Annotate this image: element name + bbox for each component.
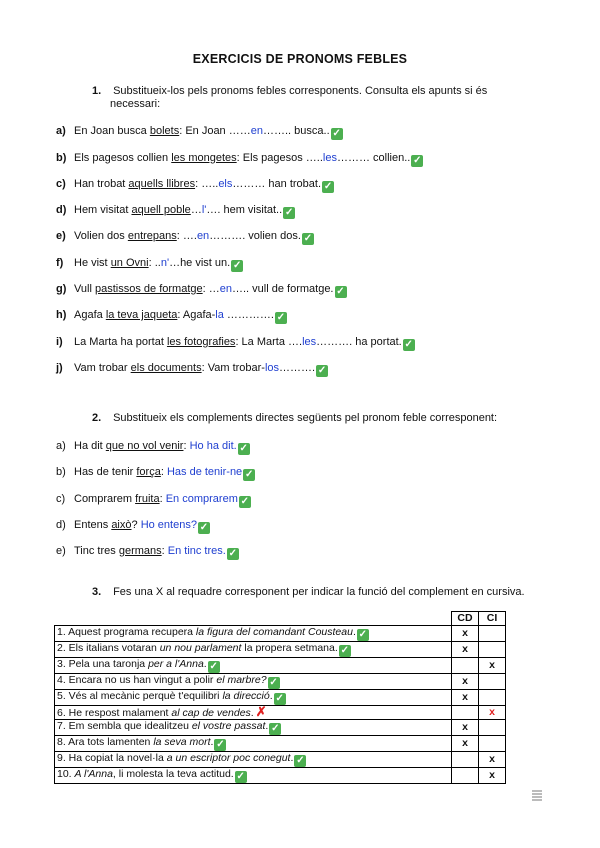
underlined-complement: germans (118, 545, 162, 557)
page-title: EXERCICIS DE PRONOMS FEBLES (192, 52, 408, 66)
underlined-complement: que no vol venir (105, 440, 184, 452)
sentence-start: 9. Ha copiat la novel·la (57, 751, 167, 764)
check-mark-icon: ✓ (209, 660, 218, 672)
item-letter: c) (56, 178, 66, 190)
row-sentence (55, 657, 452, 673)
row-sentence (55, 673, 452, 689)
item-rest: ………. (279, 362, 316, 374)
check-mark-icon: ✓ (323, 181, 333, 192)
item-separator: : (161, 545, 168, 557)
answer-text[interactable]: En tinc tres. (167, 545, 226, 557)
table-row (55, 625, 506, 641)
ex2-item (56, 439, 250, 453)
item-sentence: Agafa (74, 309, 106, 321)
row-sentence (55, 625, 452, 641)
underlined-complement: bolets (149, 125, 180, 137)
item-sentence: Han trobat (74, 178, 129, 190)
ex1-item (56, 151, 423, 165)
cd-cell[interactable]: x (452, 673, 479, 689)
header-cd: CD (452, 612, 479, 626)
check-mark-icon: ✓ (358, 628, 368, 640)
item-letter: h) (56, 309, 67, 321)
item-letter: d) (56, 519, 66, 531)
item-sentence: Volien dos (74, 230, 128, 242)
answer-pronoun[interactable]: els (218, 178, 233, 190)
sentence-end: . (265, 719, 269, 732)
item-rest: ….. vull de formatge. (232, 283, 334, 295)
item-letter: d) (56, 204, 67, 216)
sentence-start: 10. (57, 767, 75, 780)
item-sentence: Hem visitat (74, 204, 132, 216)
table-row (55, 767, 506, 783)
item-dots: : …. (176, 230, 197, 242)
italic-complement: a un escriptor poc conegut (166, 751, 291, 764)
check-mark-icon: ✓ (284, 207, 294, 218)
italic-complement: A l'Anna (74, 767, 113, 780)
check-mark-icon: ✓ (271, 722, 280, 734)
table-row (55, 689, 506, 705)
item-sentence: Has de tenir (74, 466, 137, 478)
answer-pronoun[interactable]: les (322, 152, 337, 164)
underlined-complement: els documents (130, 362, 202, 374)
ex1-item (56, 229, 314, 243)
answer-pronoun[interactable]: en (250, 125, 263, 137)
row-sentence (55, 641, 452, 657)
ex3-instruction (92, 586, 525, 599)
item-rest: …………. (223, 309, 274, 321)
row-sentence (55, 705, 452, 719)
item-letter: a) (56, 125, 66, 137)
check-mark-icon: ✓ (239, 443, 248, 454)
item-letter: e) (56, 230, 66, 242)
ci-cell[interactable] (479, 735, 506, 751)
item-letter: c) (56, 493, 66, 505)
table-row (55, 719, 506, 735)
sentence-end: , li molesta la teva actitud. (112, 767, 234, 780)
item-sentence: Vam trobar (74, 362, 131, 374)
item-dots: : .. (148, 257, 161, 269)
answer-pronoun[interactable]: l' (201, 204, 207, 216)
ex2-item (56, 465, 255, 479)
item-letter: i) (56, 336, 63, 348)
cd-cell[interactable]: x (452, 641, 479, 657)
sentence-start: 8. Ara tots lamenten (57, 735, 154, 748)
item-dots: : … (202, 283, 220, 295)
cross-mark-icon: ✗ (255, 703, 267, 719)
sentence-start: 7. Em sembla que idealitzeu (57, 719, 192, 732)
underlined-complement: pastissos de formatge (95, 283, 203, 295)
answer-text[interactable]: Has de tenir-ne (166, 466, 243, 478)
cd-cell[interactable]: x (452, 689, 479, 705)
item-separator: : (159, 493, 166, 505)
underlined-complement: la teva jaqueta (105, 309, 178, 321)
underlined-complement: força (136, 466, 161, 478)
item-sentence: La Marta ha portat (74, 336, 167, 348)
ex1-item (56, 124, 343, 138)
answer-text[interactable]: En comprarem (165, 493, 238, 505)
check-mark-icon: ✓ (199, 522, 209, 533)
table-row (55, 751, 506, 767)
ex2-instruction-text: Substitueix els complements directes següents pel pronom feble corresponent: (113, 412, 498, 424)
italic-complement: al cap de vendes (171, 706, 251, 719)
underlined-complement: les mongetes (171, 152, 237, 164)
answer-text[interactable]: Ho entens? (140, 519, 197, 531)
italic-complement: el vostre passat (191, 719, 266, 732)
item-dots: : En Joan …… (179, 125, 251, 137)
ci-cell[interactable]: x (479, 751, 506, 767)
page-corner-icon (532, 790, 542, 802)
item-letter: g) (56, 283, 67, 295)
sentence-end: . (290, 751, 294, 764)
check-mark-icon: ✓ (236, 770, 245, 782)
ex1-instruction-line1: Substitueix-los pels pronoms febles corresponents. Consulta els apunts si és (113, 85, 488, 97)
item-dots: : Vam trobar- (201, 362, 265, 374)
item-rest: ……… collien.. (336, 152, 411, 164)
answer-text[interactable]: Ho ha dit. (189, 440, 237, 452)
answer-pronoun[interactable]: en (196, 230, 210, 242)
check-mark-icon: ✓ (240, 496, 250, 507)
check-mark-icon: ✓ (336, 286, 345, 297)
item-rest: ………. ha portat. (316, 336, 402, 348)
item-rest: ………. volien dos. (209, 230, 301, 242)
item-sentence: Els pagesos collien (74, 152, 172, 164)
ci-cell[interactable]: x (479, 657, 506, 673)
ci-cell[interactable] (479, 719, 506, 735)
ex1-item (56, 203, 295, 217)
ex1-instruction-line2: necessari: (110, 98, 161, 110)
check-mark-icon: ✓ (332, 128, 341, 139)
item-rest: …….. busca.. (263, 125, 330, 137)
row-sentence (55, 689, 452, 705)
item-letter: e) (56, 545, 66, 557)
italic-complement: un nou parlament (159, 641, 242, 654)
row-sentence (55, 751, 452, 767)
check-mark-icon: ✓ (303, 233, 313, 244)
sentence-start: 3. Pela una taronja (57, 657, 149, 670)
table-header-empty (55, 612, 452, 626)
ex2-item (56, 518, 210, 532)
ex2-item (56, 492, 251, 506)
item-sentence: Ha dit (74, 440, 106, 452)
ex1-item (56, 177, 334, 191)
header-ci: CI (479, 612, 506, 626)
item-sentence: Vull (74, 283, 95, 295)
underlined-complement: les fotografies (166, 336, 236, 348)
underlined-complement: entrepans (127, 230, 177, 242)
cd-cell[interactable] (452, 751, 479, 767)
check-mark-icon: ✓ (275, 692, 284, 704)
answer-pronoun[interactable]: les (302, 336, 317, 348)
ex2-item (56, 544, 239, 558)
italic-complement: per a l'Anna (148, 657, 204, 670)
row-sentence (55, 735, 452, 751)
item-separator: : (183, 440, 190, 452)
sentence-start: 1. Aquest programa recupera (57, 625, 196, 638)
italic-complement: el marbre? (216, 673, 267, 686)
underlined-complement: aquell poble (131, 204, 191, 216)
item-sentence: Entens (74, 519, 112, 531)
cd-cell[interactable] (452, 705, 479, 719)
italic-complement: la figura del comandant Cousteau (195, 625, 353, 638)
item-dots: : Els pagesos ….. (236, 152, 323, 164)
item-letter: b) (56, 466, 66, 478)
ex2-number: 2. (92, 412, 102, 424)
ex1-item (56, 361, 328, 375)
ci-cell[interactable]: x (479, 767, 506, 783)
ex3-table (54, 611, 506, 784)
ex1-item (56, 256, 243, 270)
item-sentence: He vist (74, 257, 111, 269)
cd-cell[interactable]: x (452, 735, 479, 751)
ci-cell[interactable] (479, 641, 506, 657)
sentence-end: . (203, 657, 207, 670)
row-sentence (55, 719, 452, 735)
check-mark-icon: ✓ (296, 754, 305, 766)
cd-cell[interactable] (452, 657, 479, 673)
item-rest: ……… han trobat. (232, 178, 322, 190)
ex1-instruction (92, 85, 544, 98)
item-rest: …. hem visitat.. (206, 204, 283, 216)
italic-complement: la direcció (222, 689, 270, 702)
table-row (55, 705, 506, 719)
item-letter: j) (56, 362, 63, 374)
check-mark-icon: ✓ (244, 469, 254, 480)
ci-cell[interactable]: x (479, 705, 506, 719)
item-sentence: En Joan busca (74, 125, 150, 137)
sentence-end: . (269, 689, 273, 702)
sentence-end: . (210, 735, 214, 748)
cd-cell[interactable]: x (452, 719, 479, 735)
check-mark-icon: ✓ (233, 260, 242, 271)
row-sentence (55, 767, 452, 783)
ex1-item (56, 335, 415, 349)
ex3-instruction-text: Fes una X al requadre corresponent per indicar la funció del complement en cursiva. (113, 586, 525, 598)
ex1-instruction-cont (110, 98, 160, 111)
check-mark-icon: ✓ (340, 644, 349, 656)
underlined-complement: fruita (135, 493, 160, 505)
answer-pronoun[interactable]: n' (160, 257, 170, 269)
sentence-end: . (250, 706, 254, 719)
item-sentence: Tinc tres (74, 545, 119, 557)
item-letter: a) (56, 440, 66, 452)
check-mark-icon: ✓ (269, 676, 278, 688)
sentence-end: la propera setmana. (241, 641, 338, 654)
item-dots: : La Marta …. (235, 336, 303, 348)
cd-cell[interactable]: x (452, 625, 479, 641)
answer-pronoun[interactable]: los (264, 362, 280, 374)
ci-cell[interactable] (479, 625, 506, 641)
underlined-complement: això (111, 519, 132, 531)
item-letter: b) (56, 152, 67, 164)
item-separator: ? (131, 519, 141, 531)
item-dots: … (190, 204, 202, 216)
item-sentence: Comprarem (74, 493, 136, 505)
sentence-start: 6. He respost malament (57, 706, 172, 719)
ex2-instruction (92, 412, 497, 425)
check-mark-icon: ✓ (317, 365, 327, 376)
ex3-number: 3. (92, 586, 102, 598)
ex1-item (56, 282, 347, 296)
answer-pronoun[interactable]: la (215, 309, 224, 321)
underlined-complement: un Ovni (110, 257, 149, 269)
check-mark-icon: ✓ (404, 339, 413, 350)
item-rest: …he vist un. (169, 257, 231, 269)
answer-pronoun[interactable]: en (219, 283, 232, 295)
ci-cell[interactable] (479, 673, 506, 689)
table-row (55, 657, 506, 673)
item-separator: : (160, 466, 167, 478)
check-mark-icon: ✓ (228, 548, 238, 559)
sentence-start: 2. Els italians votaran (57, 641, 160, 654)
sentence-start: 5. Vés al mecànic perquè t'equilibri (57, 689, 223, 702)
check-mark-icon: ✓ (413, 155, 422, 166)
item-letter: f) (56, 257, 64, 269)
table-header-row (55, 612, 506, 626)
check-mark-icon: ✓ (216, 738, 225, 750)
sentence-start: 4. Encara no us han vingut a polir (57, 673, 217, 686)
ex1-item (56, 308, 287, 322)
item-dots: : ….. (195, 178, 219, 190)
table-row (55, 735, 506, 751)
ex1-number: 1. (92, 85, 102, 97)
cd-cell[interactable] (452, 767, 479, 783)
ci-cell[interactable] (479, 689, 506, 705)
table-row (55, 673, 506, 689)
underlined-complement: aquells llibres (128, 178, 196, 190)
table-row (55, 641, 506, 657)
item-dots: : Agafa- (177, 309, 216, 321)
sentence-end: . (352, 625, 356, 638)
check-mark-icon: ✓ (276, 312, 286, 323)
italic-complement: la seva mort (153, 735, 211, 748)
